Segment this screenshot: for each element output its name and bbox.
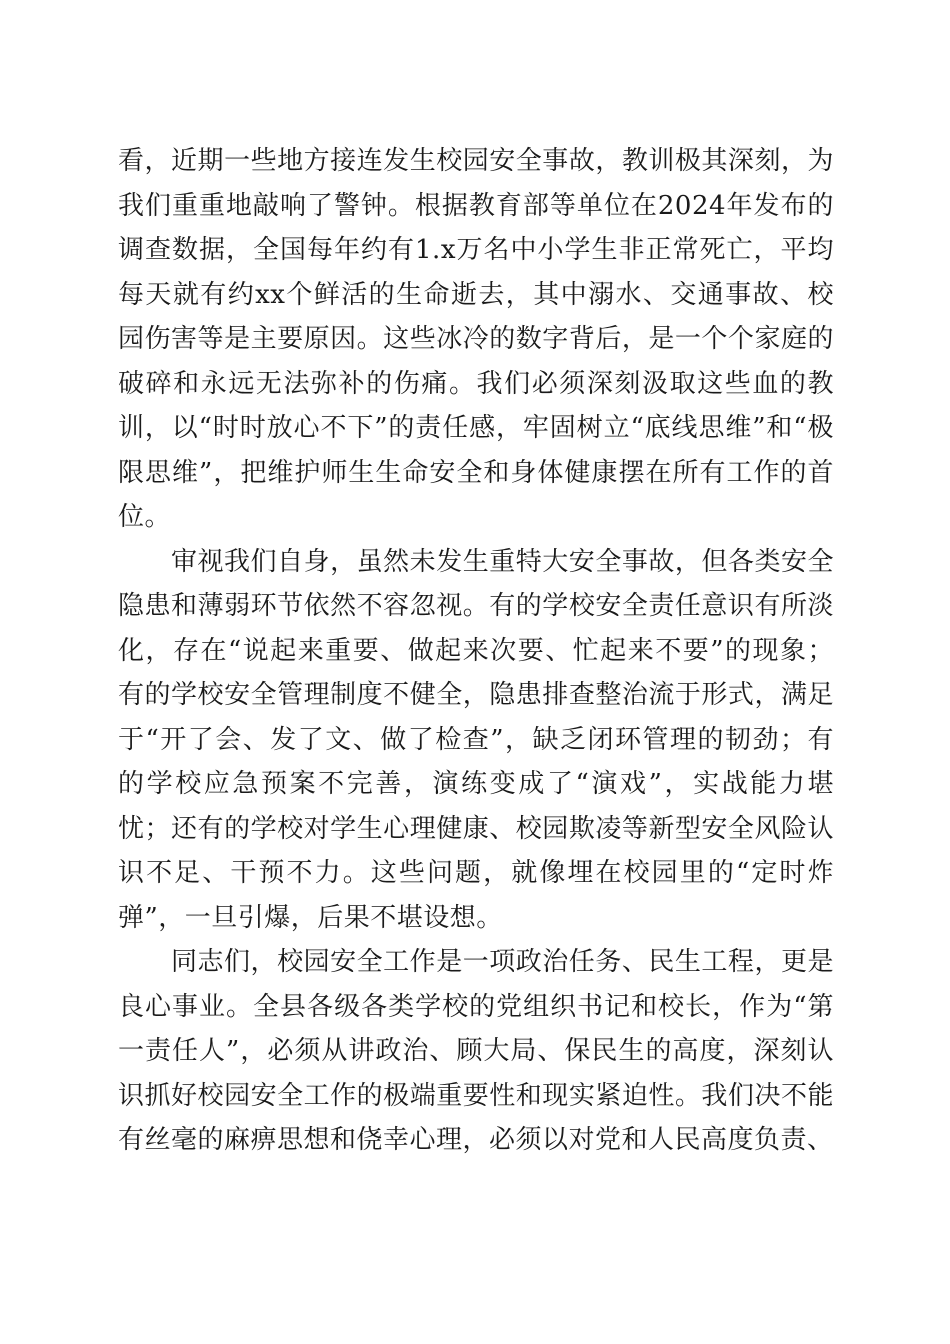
paragraph-2: 审视我们自身，虽然未发生重特大安全事故，但各类安全隐患和薄弱环节依然不容忽视。有的学校安全责任意识有所淡化，存在“说起来重要、做起来次要、忙起来不要”的现象；有的学校安全管理制度不健全，隐患排查整治流于形式，满足于“开了会、发了文、做了检查”，缺乏闭环管理的韧劲；有的学校应急预案不完善，演练变成了“演戏”，实战能力堪忧；还有的学校对学生心理健康、校园欺凌等新型安全风险认识不足、干预不力。这些问题，就像埋在校园里的“定时炸弹”，一旦引爆，后果不堪设想。: [118, 546, 834, 933]
paragraph-3: 同志们，校园安全工作是一项政治任务、民生工程，更是良心事业。全县各级各类学校的党组织书记和校长，作为“第一责任人”，必须从讲政治、顾大局、保民生的高度，深刻认识抓好校园安全工作的极端重要性和现实紧迫性。我们决不能有丝毫的麻痹思想和侥幸心理，必须以对党和人民高度负责、: [118, 947, 834, 1155]
document-body: [118, 139, 834, 1163]
paragraph-1: 看，近期一些地方接连发生校园安全事故，教训极其深刻，为我们重重地敲响了警钟。根据教育部等单位在2024年发布的调查数据，全国每年约有1.x万名中小学生非正常死亡，平均每天就有约xx个鲜活的生命逝去，其中溺水、交通事故、校园伤害等是主要原因。这些冰冷的数字背后，是一个个家庭的破碎和永远无法弥补的伤痛。我们必须深刻汲取这些血的教训，以“时时放心不下”的责任感，牢固树立“底线思维”和“极限思维”，把维护师生生命安全和身体健康摆在所有工作的首位。: [118, 146, 834, 532]
